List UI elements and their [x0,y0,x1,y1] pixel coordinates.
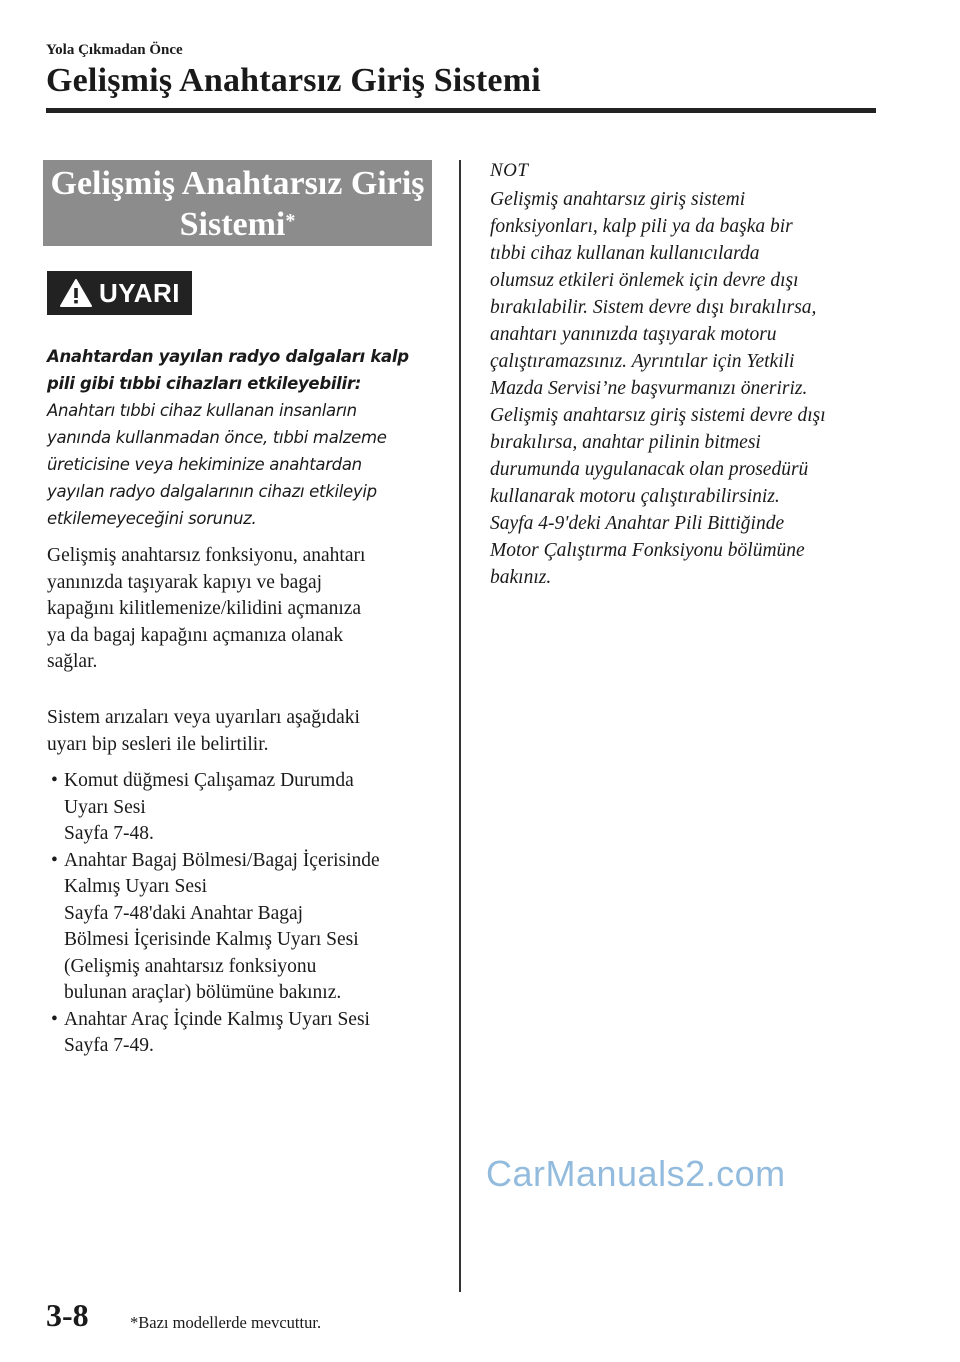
section-title-line1: Gelişmiş Anahtarsız Giriş [50,165,425,202]
running-head: Yola Çıkmadan Önce [46,42,183,58]
list-item-line: Anahtar Araç İçinde Kalmış Uyarı Sesi [64,1008,370,1030]
note-line: fonksiyonları, kalp pili ya da başka bir [490,216,793,237]
warning-text [47,343,432,532]
bullet-list [47,768,447,1060]
list-item-line: Sayfa 7-48. [64,823,154,844]
watermark: CarManuals2.com [486,1153,786,1194]
list-item [47,768,447,848]
paragraph-line: sağlar. [47,651,98,672]
warning-heading-line: Anahtardan yayılan radyo dalgaları kalp [47,347,409,366]
note-title: NOT [490,160,529,181]
note-line: Gelişmiş anahtarsız giriş sistemi devre dışı [490,405,826,426]
note-line: olumsuz etkileri önlemek için devre dışı [490,270,799,291]
list-item-line: bulunan araçlar) bölümüne bakınız. [64,982,342,1003]
section-title-line2-wrap [43,208,432,242]
list-item-line: Sayfa 7-48'daki Anahtar Bagaj [64,902,304,924]
list-item-line: (Gelişmiş anahtarsız fonksiyonu [64,955,317,977]
paragraph-line: ya da bagaj kapağını açmanıza olanak [47,624,344,646]
section-title-asterisk: * [285,210,296,232]
list-item-line: Anahtar Bagaj Bölmesi/Bagaj İçerisinde [64,849,380,871]
paragraph-intro [47,543,442,676]
warning-heading-line: pili gibi tıbbi cihazları etkileyebilir: [47,374,362,393]
list-item-line: Sayfa 7-49. [64,1035,154,1056]
paragraph-alerts [47,705,442,758]
note-line: anahtarı yanınızda taşıyarak motoru [490,324,777,345]
column-divider [459,160,461,1292]
bullet-dot: • [51,1008,58,1030]
note-line: kullanarak motoru çalıştırabilirsiniz. [490,486,780,507]
paragraph-line: uyarı bip sesleri ile belirtilir. [47,733,269,755]
warning-body-line: etkilemeyeceğini sorunuz. [47,509,257,528]
warning-body-line: yayılan radyo dalgalarının cihazı etkileyip [47,482,377,501]
list-item [47,1007,447,1060]
paragraph-line: Sistem arızaları veya uyarıları aşağıdaki [47,707,360,728]
header-rule [46,108,876,113]
bullet-dot: • [51,849,58,871]
list-item-line: Kalmış Uyarı Sesi [64,876,207,897]
page-number: 3-8 [46,1297,89,1333]
note-line: tıbbi cihaz kullanan kullanıcılarda [490,243,760,264]
note-line: bırakılabilir. Sistem devre dışı bırakılırsa, [490,297,817,318]
paragraph-line: kapağını kilitlemenize/kilidini açmanıza [47,598,362,619]
footnote: *Bazı modellerde mevcuttur. [130,1313,322,1332]
warning-label: UYARI [99,277,181,308]
warning-banner [47,271,192,315]
note-line: durumunda uygulanacak olan prosedürü [490,459,809,480]
note-line: Mazda Servisi’ne başvurmanızı öneririz. [490,378,808,399]
bullet-dot: • [51,770,58,791]
note-line: Motor Çalıştırma Fonksiyonu bölümüne [490,540,805,561]
warning-body-line: yanında kullanmadan önce, tıbbi malzeme [47,428,387,447]
note-text [490,186,880,591]
section-title-line2: Sistemi [179,206,286,243]
warning-triangle-icon [59,278,93,308]
warning-body-line: Anahtarı tıbbi cihaz kullanan insanların [47,401,357,420]
note-line: çalıştıramazsınız. Ayrıntılar için Yetkili [490,351,795,372]
note-line: bırakılırsa, anahtar pilinin bitmesi [490,432,761,453]
paragraph-line: Gelişmiş anahtarsız fonksiyonu, anahtarı [47,545,366,566]
warning-body-line: üreticisine veya hekiminize anahtardan [47,455,362,474]
list-item-line: Bölmesi İçerisinde Kalmış Uyarı Sesi [64,929,359,950]
note-line: Gelişmiş anahtarsız giriş sistemi [490,189,746,210]
list-item-line: Uyarı Sesi [64,796,146,818]
note-line: Sayfa 4-9'deki Anahtar Pili Bittiğinde [490,513,785,534]
chapter-title: Gelişmiş Anahtarsız Giriş Sistemi [46,62,541,99]
paragraph-line: yanınızda taşıyarak kapıyı ve bagaj [47,571,323,593]
list-item [47,848,447,1007]
note-line: bakınız. [490,567,552,588]
list-item-line: Komut düğmesi Çalışamaz Durumda [64,770,354,791]
section-title-box [43,160,432,246]
